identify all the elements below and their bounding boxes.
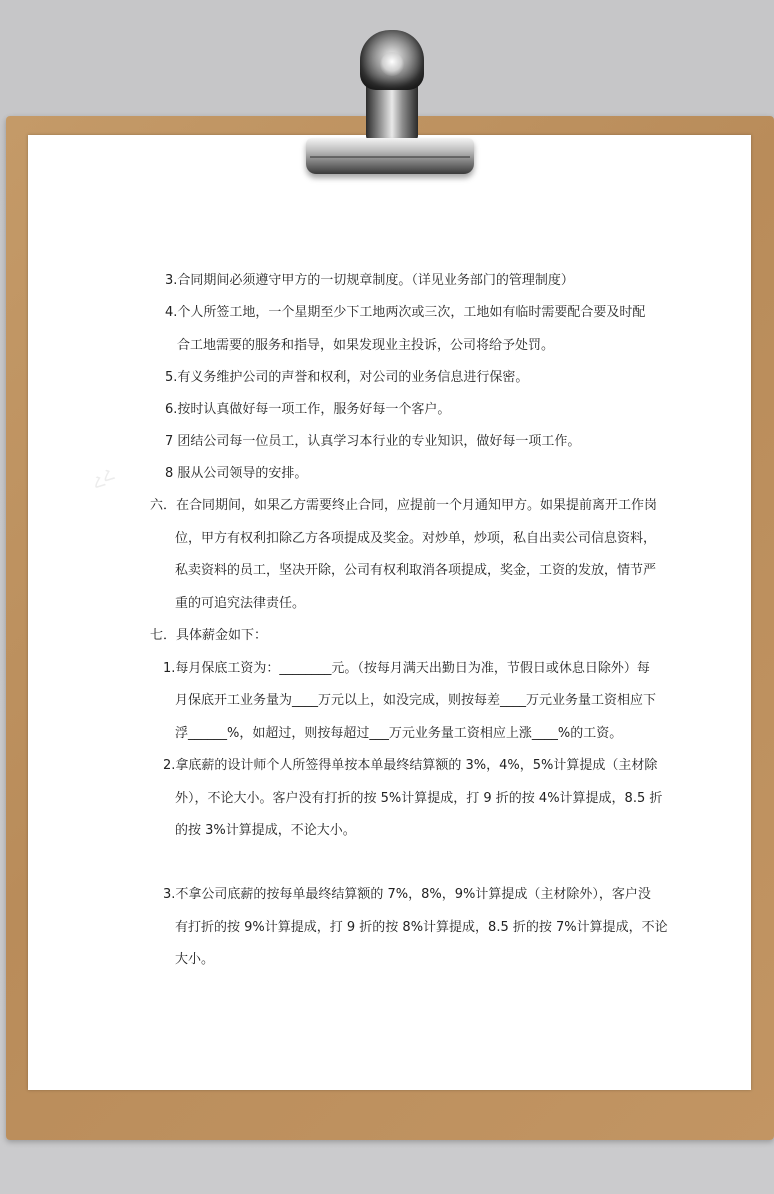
clause-6: 6.按时认真做好每一项工作，服务好每一个客户。: [165, 402, 451, 417]
watermark-left: ՀՀ: [88, 465, 119, 494]
salary-2-line-3: 的按 3%计算提成，不论大小。: [175, 823, 356, 838]
clause-3: 3.合同期间必须遵守甲方的一切规章制度。（详见业务部门的管理制度）: [165, 273, 574, 288]
salary-1-line-1: 1.每月保底工资为：________元。（按每月满天出勤日为准，节假日或休息日除外）每: [163, 661, 650, 676]
clause-8: 8 服从公司领导的安排。: [165, 466, 308, 481]
salary-3-line-1: 3.不拿公司底薪的按每单最终结算额的 7%，8%，9%计算提成（主材除外），客户没: [163, 887, 651, 902]
salary-2-line-1: 2.拿底薪的设计师个人所签得单按本单最终结算额的 3%，4%，5%计算提成（主材除: [163, 758, 658, 773]
clause-5: 5.有义务维护公司的声誉和权利，对公司的业务信息进行保密。: [165, 370, 529, 385]
salary-3-line-3: 大小。: [175, 952, 215, 967]
section-6-line-3: 私卖资料的员工，坚决开除，公司有权利取消各项提成，奖金，工资的发放，情节严: [175, 563, 657, 578]
salary-2-line-2: 外），不论大小。客户没有打折的按 5%计算提成，打 9 折的按 4%计算提成，8.5 折: [175, 791, 663, 806]
clip-base: [306, 138, 474, 174]
clip-hole: [380, 52, 404, 76]
section-6-line-2: 位，甲方有权利扣除乙方各项提成及奖金。对炒单，炒项，私自出卖公司信息资料，: [175, 531, 657, 546]
section-6-line-4: 重的可追究法律责任。: [175, 596, 306, 611]
clause-4-line-2: 合工地需要的服务和指导，如果发现业主投诉，公司将给予处罚。: [177, 338, 555, 353]
section-6-line-1: 六．在合同期间，如果乙方需要终止合同，应提前一个月通知甲方。如果提前离开工作岗: [150, 498, 658, 513]
salary-1-line-2: 月保底开工业务量为____万元以上，如没完成，则按每差____万元业务量工资相应下: [175, 693, 657, 708]
clip-neck: [366, 82, 418, 140]
salary-3-line-2: 有打折的按 9%计算提成，打 9 折的按 8%计算提成，8.5 折的按 7%计算提成，不论: [175, 920, 668, 935]
section-7-heading: 七．具体薪金如下：: [150, 628, 268, 643]
clause-4-line-1: 4.个人所签工地，一个星期至少下工地两次或三次，工地如有临时需要配合要及时配: [165, 305, 646, 320]
clause-7: 7 团结公司每一位员工，认真学习本行业的专业知识，做好每一项工作。: [165, 434, 581, 449]
salary-1-line-3: 浮______%，如超过，则按每超过___万元业务量工资相应上涨____%的工资。: [175, 726, 623, 741]
